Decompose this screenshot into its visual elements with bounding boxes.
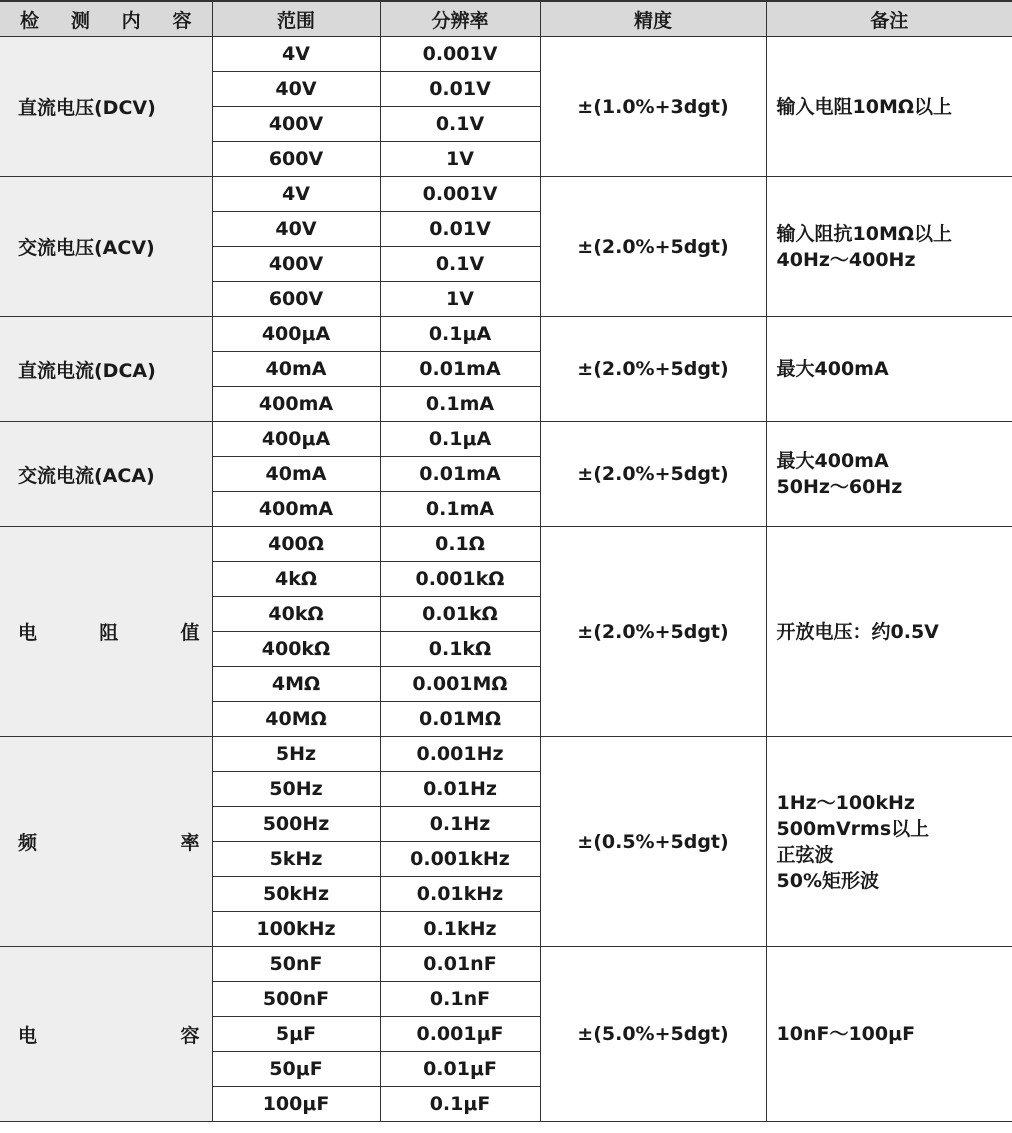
remark-line: 最大400mA bbox=[776, 358, 889, 380]
header-accuracy: 精度 bbox=[540, 1, 766, 37]
resolution-cell: 0.01kΩ bbox=[380, 597, 540, 632]
range-cell: 50kHz bbox=[212, 877, 380, 912]
range-cell: 40V bbox=[212, 212, 380, 247]
resolution-cell: 0.1Hz bbox=[380, 807, 540, 842]
range-cell: 400V bbox=[212, 247, 380, 282]
resolution-cell: 0.01nF bbox=[380, 947, 540, 982]
measurement-item: 电 阻 值 bbox=[0, 527, 212, 737]
measurement-item: 电 容 bbox=[0, 947, 212, 1122]
spec-table-header bbox=[0, 1, 1012, 37]
resolution-cell: 0.001kΩ bbox=[380, 562, 540, 597]
resolution-cell: 0.001kHz bbox=[380, 842, 540, 877]
range-cell: 50Hz bbox=[212, 772, 380, 807]
resolution-cell: 0.01mA bbox=[380, 457, 540, 492]
spec-table-body bbox=[0, 37, 1012, 1122]
header-row bbox=[0, 1, 1012, 37]
resolution-cell: 1V bbox=[380, 142, 540, 177]
header-remarks: 备注 bbox=[766, 1, 1012, 37]
range-cell: 600V bbox=[212, 282, 380, 317]
table-row bbox=[0, 317, 1012, 352]
resolution-cell: 0.1V bbox=[380, 247, 540, 282]
remark-line: 40Hz～400Hz bbox=[776, 248, 916, 271]
accuracy-cell: ±(2.0%+5dgt) bbox=[540, 317, 766, 422]
resolution-cell: 0.001Hz bbox=[380, 737, 540, 772]
range-cell: 4V bbox=[212, 37, 380, 72]
remarks-cell bbox=[766, 422, 1012, 527]
range-cell: 400μA bbox=[212, 422, 380, 457]
range-cell: 400V bbox=[212, 107, 380, 142]
resolution-cell: 0.1μF bbox=[380, 1087, 540, 1122]
range-cell: 400kΩ bbox=[212, 632, 380, 667]
range-cell: 5μF bbox=[212, 1017, 380, 1052]
resolution-cell: 0.001μF bbox=[380, 1017, 540, 1052]
resolution-cell: 0.1μA bbox=[380, 317, 540, 352]
remarks-cell bbox=[766, 947, 1012, 1122]
range-cell: 400μA bbox=[212, 317, 380, 352]
header-item: 检 测 内 容 bbox=[0, 1, 212, 37]
accuracy-cell: ±(2.0%+5dgt) bbox=[540, 422, 766, 527]
header-range: 范围 bbox=[212, 1, 380, 37]
resolution-cell: 0.01MΩ bbox=[380, 702, 540, 737]
table-row bbox=[0, 177, 1012, 212]
remark-line: 1Hz～100kHz bbox=[776, 791, 915, 814]
measurement-item: 直流电压(DCV) bbox=[0, 37, 212, 177]
resolution-cell: 0.1nF bbox=[380, 982, 540, 1017]
range-cell: 40mA bbox=[212, 352, 380, 387]
accuracy-cell: ±(0.5%+5dgt) bbox=[540, 737, 766, 947]
measurement-item: 直流电流(DCA) bbox=[0, 317, 212, 422]
resolution-cell: 0.01μF bbox=[380, 1052, 540, 1087]
remark-line: 开放电压：约0.5V bbox=[776, 620, 939, 643]
range-cell: 100kHz bbox=[212, 912, 380, 947]
resolution-cell: 0.1μA bbox=[380, 422, 540, 457]
range-cell: 400mA bbox=[212, 492, 380, 527]
range-cell: 5Hz bbox=[212, 737, 380, 772]
accuracy-cell: ±(2.0%+5dgt) bbox=[540, 177, 766, 317]
resolution-cell: 0.01mA bbox=[380, 352, 540, 387]
measurement-item: 交流电压(ACV) bbox=[0, 177, 212, 317]
accuracy-cell: ±(2.0%+5dgt) bbox=[540, 527, 766, 737]
remarks-cell bbox=[766, 177, 1012, 317]
resolution-cell: 0.01V bbox=[380, 212, 540, 247]
range-cell: 5kHz bbox=[212, 842, 380, 877]
measurement-item: 频 率 bbox=[0, 737, 212, 947]
remark-line: 输入阻抗10MΩ以上 bbox=[776, 222, 952, 245]
table-row bbox=[0, 37, 1012, 72]
remarks-cell bbox=[766, 317, 1012, 422]
remarks-cell bbox=[766, 37, 1012, 177]
resolution-cell: 1V bbox=[380, 282, 540, 317]
resolution-cell: 0.01kHz bbox=[380, 877, 540, 912]
resolution-cell: 0.01V bbox=[380, 72, 540, 107]
table-row bbox=[0, 422, 1012, 457]
remark-line: 最大400mA bbox=[776, 450, 889, 472]
resolution-cell: 0.1mA bbox=[380, 387, 540, 422]
remark-line: 50Hz～60Hz bbox=[776, 476, 903, 498]
header-resolution: 分辨率 bbox=[380, 1, 540, 37]
range-cell: 4MΩ bbox=[212, 667, 380, 702]
resolution-cell: 0.1kHz bbox=[380, 912, 540, 947]
resolution-cell: 0.1Ω bbox=[380, 527, 540, 562]
range-cell: 500nF bbox=[212, 982, 380, 1017]
range-cell: 500Hz bbox=[212, 807, 380, 842]
range-cell: 100μF bbox=[212, 1087, 380, 1122]
range-cell: 40kΩ bbox=[212, 597, 380, 632]
table-row bbox=[0, 947, 1012, 982]
remarks-cell bbox=[766, 737, 1012, 947]
remark-line: 正弦波 bbox=[776, 843, 834, 866]
range-cell: 400Ω bbox=[212, 527, 380, 562]
range-cell: 400mA bbox=[212, 387, 380, 422]
measurement-item: 交流电流(ACA) bbox=[0, 422, 212, 527]
range-cell: 4kΩ bbox=[212, 562, 380, 597]
range-cell: 40MΩ bbox=[212, 702, 380, 737]
range-cell: 40V bbox=[212, 72, 380, 107]
remark-line: 50%矩形波 bbox=[776, 869, 879, 892]
accuracy-cell: ±(5.0%+5dgt) bbox=[540, 947, 766, 1122]
remark-line: 500mVrms以上 bbox=[776, 817, 930, 840]
range-cell: 600V bbox=[212, 142, 380, 177]
range-cell: 50μF bbox=[212, 1052, 380, 1087]
resolution-cell: 0.01Hz bbox=[380, 772, 540, 807]
resolution-cell: 0.001V bbox=[380, 37, 540, 72]
table-row bbox=[0, 737, 1012, 772]
resolution-cell: 0.1kΩ bbox=[380, 632, 540, 667]
remarks-cell bbox=[766, 527, 1012, 737]
table-row bbox=[0, 527, 1012, 562]
resolution-cell: 0.001MΩ bbox=[380, 667, 540, 702]
resolution-cell: 0.1V bbox=[380, 107, 540, 142]
remark-line: 10nF～100μF bbox=[776, 1023, 916, 1045]
range-cell: 50nF bbox=[212, 947, 380, 982]
resolution-cell: 0.1mA bbox=[380, 492, 540, 527]
range-cell: 40mA bbox=[212, 457, 380, 492]
accuracy-cell: ±(1.0%+3dgt) bbox=[540, 37, 766, 177]
range-cell: 4V bbox=[212, 177, 380, 212]
resolution-cell: 0.001V bbox=[380, 177, 540, 212]
remark-line: 输入电阻10MΩ以上 bbox=[776, 95, 952, 118]
